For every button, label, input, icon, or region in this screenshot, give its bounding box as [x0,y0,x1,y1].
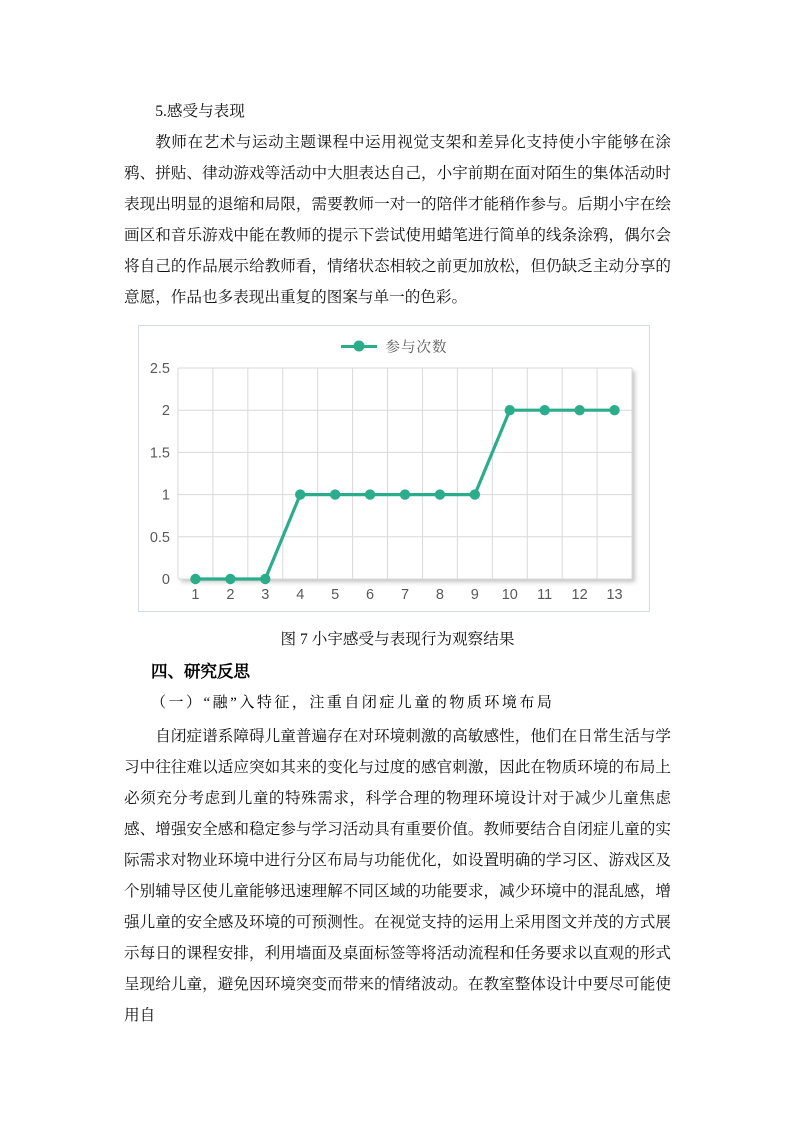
data-point-marker [435,489,445,499]
svg-text:4: 4 [296,587,305,603]
svg-text:6: 6 [366,587,375,603]
svg-text:10: 10 [501,587,518,603]
svg-text:5: 5 [331,587,340,603]
figure-caption: 图 7 小宇感受与表现行为观察结果 [280,631,515,648]
data-point-marker [609,405,619,415]
data-point-marker [330,489,340,499]
svg-text:0.5: 0.5 [149,529,170,546]
svg-text:2: 2 [226,587,235,603]
paragraph-reflection: 自闭症谱系障碍儿童普遍存在对环境刺激的高敏感性，他们在日常生活与学习中往往难以适应突如其来的变化与过度的感官刺激，因此在物质环境的布局上必须充分考虑到儿童的特殊需求，科学合理的物理环境设计对于减少儿童焦虑感、增强安全感和稳定参与学习活动具有重要价值。教师要结合自闭症儿童的实际需求对物业环境中进行分区布局与功能优化，如设置明确的学习区、游戏区及个别辅导区使儿童能够迅速理解不同区域的功能要求，减少环境中的混乱感，增强儿童的安全感及环境的可预测性。在视觉支持的运用上采用图文并茂的方式展示每日的课程安排，利用墙面及桌面标签等将活动流程和任务要求以直观的形式呈现给儿童，避免因环境突变而带来的情绪波动。在教室整体设计中要尽可能使用自 [124,728,671,1024]
data-point-marker [260,574,270,584]
data-point-marker [400,489,410,499]
svg-text:0: 0 [161,572,170,588]
data-point-marker [295,489,305,499]
svg-text:12: 12 [571,587,588,603]
svg-text:2.5: 2.5 [149,362,170,377]
chart-plot-area [139,362,648,611]
svg-text:7: 7 [400,587,410,603]
participation-line-chart [138,325,650,612]
legend-dot-icon [353,341,364,352]
svg-text:2: 2 [161,403,170,420]
section2-heading: 四、研究反思 [151,663,250,681]
svg-text:9: 9 [470,587,479,603]
svg-text:3: 3 [261,587,270,603]
data-point-marker [539,405,549,415]
svg-text:13: 13 [606,587,623,603]
legend-line-marker-icon [341,345,377,348]
svg-text:1: 1 [161,487,170,504]
paragraph-observation: 教师在艺术与运动主题课程中运用视觉支架和差异化支持使小宇能够在涂鸦、拼贴、律动游戏等活动中大胆表达自己，小宇前期在面对陌生的集体活动时表现出明显的退缩和局限，需要教师一对一的陪伴才能稍作参与。后期小宇在绘画区和音乐游戏中能在教师的提示下尝试使用蜡笔进行简单的线条涂鸦，偶尔会将自己的作品展示给教师看，情绪状态相较之前更加放松，但仍缺乏主动分享的意愿，作品也多表现出重复的图案与单一的色彩。 [124,134,671,306]
section-heading: 5.感受与表现 [155,103,245,120]
data-point-marker [574,405,584,415]
legend-label: 参与次数 [385,339,448,356]
chart-legend [139,335,649,357]
chart-plot-wrap [139,362,648,611]
data-point-marker [225,574,235,584]
subsection-heading: （一）“融”入特征，注重自闭症儿童的物质环境布局 [151,695,555,711]
svg-text:1.5: 1.5 [149,445,170,462]
data-point-marker [470,489,480,499]
data-point-marker [365,489,375,499]
data-point-marker [505,405,515,415]
svg-text:1: 1 [191,587,200,603]
svg-text:8: 8 [435,587,444,603]
svg-text:11: 11 [537,587,553,603]
gridlines [178,368,632,579]
axis-tick-labels [150,362,623,603]
data-point-marker [190,574,200,584]
